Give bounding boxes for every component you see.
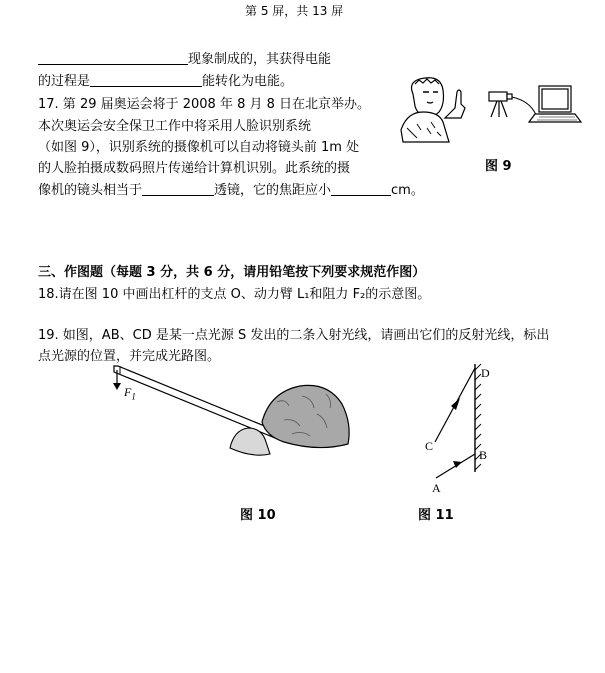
point-c-label: C (425, 439, 434, 453)
q16-line2-suffix: 能转化为电能。 (202, 74, 294, 89)
q17-line4: 的人脸拍摄成数码照片传递给计算机识别。此系统的摄 (38, 161, 351, 176)
q16-line1 (38, 48, 331, 67)
person-icon (401, 78, 465, 142)
figure-11-caption: 图 11 (418, 508, 454, 523)
lever-bar (114, 366, 284, 440)
ray-cd-arrow-icon (451, 398, 460, 410)
laptop-icon (529, 86, 581, 122)
force-label-letter: F (124, 385, 132, 399)
point-d-label: D (481, 366, 490, 380)
force-label-subscript: 1 (131, 391, 136, 402)
q16-answer-blank-1[interactable] (38, 51, 188, 65)
q17-line1: 17. 第 29 届奥运会将于 2008 年 8 月 8 日在北京举办。 (38, 97, 371, 112)
page-header: 第 5 屏，共 13 屏 (245, 4, 344, 18)
force-f1-label (124, 385, 136, 401)
q16-answer-blank-2[interactable] (90, 73, 202, 87)
q17-line5-mid: 透镜，它的焦距应小 (214, 183, 332, 198)
q17-focal-blank[interactable] (331, 182, 391, 196)
point-b-label: B (479, 448, 488, 462)
figure-10-caption: 图 10 (240, 508, 276, 523)
q17-line5-suffix: cm。 (391, 183, 424, 198)
q16-line2 (38, 70, 293, 89)
q17-line5 (38, 179, 424, 198)
heavy-rock (262, 385, 349, 447)
q16-line1-text: 现象制成的，其获得电能 (188, 52, 332, 67)
q17-line5-prefix: 像机的镜头相当于 (38, 183, 143, 198)
figure-9-illustration (393, 72, 588, 154)
q18-text: 18.请在图 10 中画出杠杆的支点 O、动力臂 L₁和阻力 F₂的示意图。 (38, 287, 431, 302)
q16-line2-prefix: 的过程是 (38, 74, 91, 89)
camera-icon (489, 92, 512, 117)
q17-line3: （如图 9），识别系统的摄像机可以自动将镜头前 1m 处 (38, 140, 360, 155)
figure-9-caption: 图 9 (485, 159, 512, 174)
section-3-title: 三、作图题（每题 3 分，共 6 分，请用铅笔按下列要求规范作图） (38, 265, 426, 280)
arrow-head-icon (113, 383, 121, 390)
figure-10-lever (112, 362, 357, 467)
q17-lens-blank[interactable] (142, 182, 214, 196)
q17-line2: 本次奥运会安全保卫工作中将采用人脸识别系统 (38, 119, 312, 134)
q19-line1: 19. 如图，AB、CD 是某一点光源 S 发出的二条入射光线，请画出它们的反射光线，标出 (38, 328, 550, 343)
point-a-label: A (432, 481, 441, 495)
q19-line2: 点光源的位置，并完成光路图。 (38, 349, 221, 364)
